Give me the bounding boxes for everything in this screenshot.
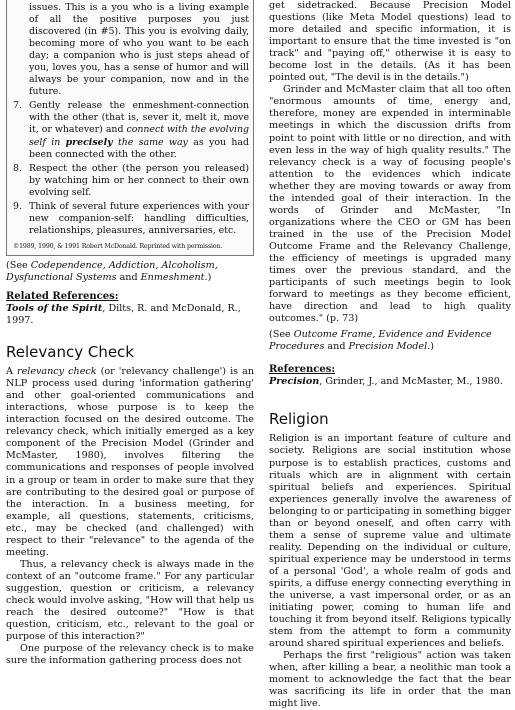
reference-entry: Precision, Grinder, J., and McMaster, M., 1980. <box>269 376 503 388</box>
cross-ref-link[interactable]: Codependence, Addiction, Alcoholism, Dysfunctional Systems <box>6 259 218 283</box>
right-column <box>269 0 511 710</box>
related-references <box>6 290 254 327</box>
step-continuation: issues. This is a you who is a living example of all the positive purposes you just discovered (in #5). This you is evolving daily, becoming more of who you want to be each day; a companion who is just steps ahead of you, loves you, has a sense of humor and will always be your companion, now and in the future. <box>29 2 249 98</box>
section-heading-relevancy: Relevancy Check <box>6 343 134 362</box>
step-list <box>13 100 249 237</box>
reference-entry: Tools of the Spirit, Dilts, R. and McDonald, R., 1997. <box>6 302 241 327</box>
list-item: 7. Gently release the enmeshment-connection with the other (that is, sever it, melt it, move it, or whatever) and connect with the evolving self in precisely the same way as you had been connected with the other. <box>13 100 250 160</box>
paragraph: Grinder and McMaster claim that all too often "enormous amounts of time, energy and, therefore, money are expended in interminable meetings in which the discussion drifts from point to point with little or no direction, and with even less in the way of high quality results." The relevancy check is a way of focusing people's attention to the evidences which indicate whether they are moving towards or away from the intended goal of their interaction. In the words of Grinder and McMaster, "In organizations where the CEO or GM has been trained in the use of the Precision Model Outcome Frame and the Relevancy Challenge, the efficiency of meetings is upgraded many times over the previous standard, and the participants of such meetings begin to look forward to meetings as they become efficient, have direction and lead to high quality outcomes." (p. 73) <box>269 84 511 325</box>
paragraph: Religion is an important feature of culture and society. Religions are social institution whose purpose is to establish practices, customs and rituals which are in alignment with certain spiritual beliefs and experiences. Spiritual experiences generally involve the awareness of belonging to or participating in something bigger than or beyond oneself, and often carry with them a sense of supreme value and ultimate reality. Depending on the individual or culture, spiritual experience may be understood in terms of a personal 'God', a whole realm of gods and spirits, a diffuse energy connecting everything in the universe, a vast impersonal order, or as an initiating power, coming to human life and touching it from beyond itself. Religions typically stem from the attempt to form a community around shared spiritual experiences and beliefs. <box>269 433 511 650</box>
references-heading: References: <box>269 364 336 376</box>
section-heading-religion: Religion <box>269 410 329 429</box>
paragraph: Perhaps the first "religious" action was taken when, after killing a bear, a neolithic man took a moment to acknowledge the fact that the bear was sacrificing its life in order that the man might live. <box>269 650 511 710</box>
references <box>269 363 511 388</box>
paragraph: get sidetracked. Because Precision Model questions (like Meta Model questions) lead to more detailed and specific information, it is important to ensure that the time invested is "on track" and "paying off," otherwise it is easy to become lost in the details. (As it has been pointed out, "The devil is in the details.") <box>269 0 511 84</box>
step-number: 9. <box>13 200 22 212</box>
exercise-box <box>6 0 254 256</box>
paragraph: A relevancy check (or 'relevancy challenge') is an NLP process used during 'information gathering' and other goal-oriented communications and interactions, whose purpose is to keep the interaction focused on the desired outcome. The relevancy check, which initially emerged as a key component of the Precision Model (Grinder and McMaster, 1980), involves filtering the communications and responses of people involved in a group or team in order to make sure that they are contributing to the desired goal or purpose of the interaction. In a business meeting, for example, all questions, statements, criticisms, etc., may be checked (and challenged) with respect to their "relevance" to the agenda of the meeting. <box>6 366 255 558</box>
see-also: (See Codependence, Addiction, Alcoholism, Dysfunctional Systems and Enmeshment.) <box>6 259 218 283</box>
references-heading: Related References: <box>6 290 119 302</box>
see-also: (See Outcome Frame, Evidence and Evidence Procedures and Precision Model.) <box>269 329 492 353</box>
cross-ref-link[interactable]: Enmeshment <box>140 271 205 283</box>
list-item: 9. Think of several future experiences with your new companion-self: handling difficulties, relationships, pleasures, anniversaries, etc. <box>13 200 249 236</box>
copyright-notice: ©1989, 1990, & 1991 Robert McDonald. Reprinted with permission. <box>13 242 223 250</box>
paragraph: One purpose of the relevancy check is to make sure the information gathering process does not <box>6 643 254 667</box>
paragraph: Thus, a relevancy check is always made in the context of an "outcome frame." For any particular suggestion, question or criticism, a relevancy check would involve asking, "How will that help us reach the desired outcome?" "How is that question, criticism, etc., relevant to the goal or purpose of this interaction?" <box>6 558 254 643</box>
list-item: 8. Respect the other (the person you released) by watching him or her connect to their own evolving self. <box>13 162 249 198</box>
left-column <box>6 0 254 667</box>
step-number: 7. <box>13 100 22 112</box>
cross-ref-link[interactable]: Outcome Frame, Evidence and Evidence Procedures <box>269 329 492 353</box>
step-number: 8. <box>13 162 22 174</box>
cross-ref-link[interactable]: Precision Model <box>348 341 428 353</box>
